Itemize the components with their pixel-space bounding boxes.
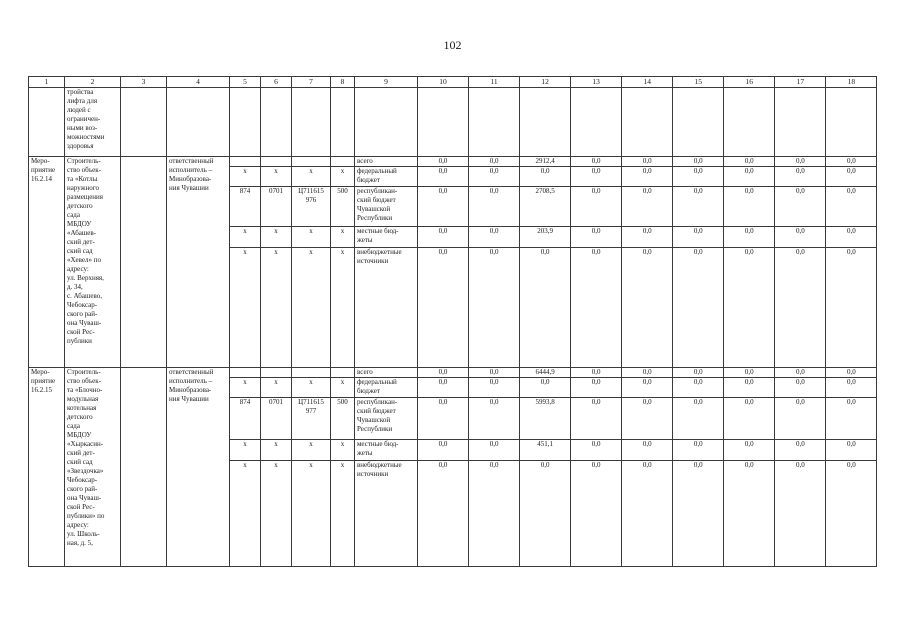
amount-cell: 0,0 xyxy=(775,398,826,440)
amount-cell: 0,0 xyxy=(826,461,877,567)
target-article-code: x xyxy=(292,461,331,567)
section-code: 0701 xyxy=(261,398,292,440)
amount-cell: 0,0 xyxy=(775,440,826,461)
amount-cell: 0,0 xyxy=(571,227,622,248)
amount-cell: 0,0 xyxy=(622,167,673,187)
amount-cell: 0,0 xyxy=(826,368,877,378)
responsible-executor: ответственный исполнитель – Минобразова- ния Чувашии xyxy=(167,368,230,567)
column-number-16: 16 xyxy=(724,77,775,88)
amount-cell: 0,0 xyxy=(724,227,775,248)
amount-cell: 0,0 xyxy=(775,368,826,378)
amount-cell: 0,0 xyxy=(469,227,520,248)
amount-cell: 0,0 xyxy=(622,378,673,398)
grbs-code: x xyxy=(230,248,261,368)
section-code xyxy=(261,368,292,378)
expense-type-code: 500 xyxy=(331,187,355,227)
amount-cell: 0,0 xyxy=(724,440,775,461)
budget-table xyxy=(28,76,877,567)
amount-cell: 0,0 xyxy=(418,378,469,398)
amount-cell: 0,0 xyxy=(571,248,622,368)
grbs-code xyxy=(230,157,261,167)
amount-cell: 0,0 xyxy=(673,248,724,368)
target-article-code: x xyxy=(292,227,331,248)
funding-source: федеральный бюджет xyxy=(355,167,418,187)
amount-cell: 0,0 xyxy=(622,461,673,567)
amount-cell: 451,1 xyxy=(520,440,571,461)
funding-source: федеральный бюджет xyxy=(355,378,418,398)
amount-cell: 0,0 xyxy=(520,248,571,368)
column-number-11: 11 xyxy=(469,77,520,88)
amount-cell: 0,0 xyxy=(418,461,469,567)
cell-col-13 xyxy=(571,88,622,157)
expense-type-code: x xyxy=(331,248,355,368)
column-number-13: 13 xyxy=(571,77,622,88)
section-code: x xyxy=(261,167,292,187)
grbs-code: x xyxy=(230,227,261,248)
expense-type-code: x xyxy=(331,167,355,187)
amount-cell: 0,0 xyxy=(724,368,775,378)
amount-cell: 0,0 xyxy=(622,440,673,461)
amount-cell: 0,0 xyxy=(571,378,622,398)
section-code: x xyxy=(261,440,292,461)
column-number-2: 2 xyxy=(65,77,121,88)
amount-cell: 0,0 xyxy=(724,157,775,167)
cell-col-1 xyxy=(29,88,65,157)
grbs-code: x xyxy=(230,167,261,187)
amount-cell: 0,0 xyxy=(520,378,571,398)
header-row xyxy=(29,77,877,88)
column-number-14: 14 xyxy=(622,77,673,88)
amount-cell: 0,0 xyxy=(775,248,826,368)
amount-cell: 0,0 xyxy=(673,227,724,248)
column-number-17: 17 xyxy=(775,77,826,88)
event-object-name: Строитель- ство объек- та «Блочно- модульная котельная детского сада МБДОУ «Хыркасин- ский дет- ский сад «Звездочка» Чебоксар- ского рай- она Чуваш- ской Рес- публики» по адресу: ул. Школь- ная, д. 5, xyxy=(65,368,121,567)
cell-col-3 xyxy=(121,88,167,157)
funding-source: всего xyxy=(355,157,418,167)
amount-cell: 0,0 xyxy=(418,227,469,248)
amount-cell: 0,0 xyxy=(622,227,673,248)
amount-cell: 0,0 xyxy=(775,461,826,567)
column-number-4: 4 xyxy=(167,77,230,88)
section-code xyxy=(261,157,292,167)
cell-col-3 xyxy=(121,368,167,567)
amount-cell: 0,0 xyxy=(571,440,622,461)
amount-cell: 2912,4 xyxy=(520,157,571,167)
amount-cell: 0,0 xyxy=(622,368,673,378)
funding-source: местные бюд- жеты xyxy=(355,227,418,248)
column-number-3: 3 xyxy=(121,77,167,88)
column-number-1: 1 xyxy=(29,77,65,88)
amount-cell: 0,0 xyxy=(469,398,520,440)
expense-type-code: 500 xyxy=(331,398,355,440)
amount-cell: 0,0 xyxy=(520,167,571,187)
amount-cell: 0,0 xyxy=(775,227,826,248)
column-number-10: 10 xyxy=(418,77,469,88)
target-article-code: x xyxy=(292,378,331,398)
amount-cell: 0,0 xyxy=(418,368,469,378)
section-code: x xyxy=(261,461,292,567)
expense-type-code: x xyxy=(331,461,355,567)
amount-cell: 0,0 xyxy=(724,167,775,187)
expense-type-code: x xyxy=(331,227,355,248)
cell-col-17 xyxy=(775,88,826,157)
section-code: 0701 xyxy=(261,187,292,227)
amount-cell: 0,0 xyxy=(418,248,469,368)
amount-cell: 0,0 xyxy=(826,440,877,461)
amount-cell: 0,0 xyxy=(469,187,520,227)
amount-cell: 0,0 xyxy=(673,440,724,461)
cell-col-14 xyxy=(622,88,673,157)
amount-cell: 0,0 xyxy=(673,461,724,567)
funding-source: местные бюд- жеты xyxy=(355,440,418,461)
cell-col-15 xyxy=(673,88,724,157)
amount-cell: 0,0 xyxy=(775,187,826,227)
funding-source: республикан- ский бюджет Чувашской Республики xyxy=(355,187,418,227)
amount-cell: 0,0 xyxy=(826,398,877,440)
amount-cell: 0,0 xyxy=(673,157,724,167)
funding-source: внебюджетные источники xyxy=(355,461,418,567)
amount-cell: 0,0 xyxy=(469,167,520,187)
amount-cell: 0,0 xyxy=(775,167,826,187)
funding-source: внебюджетные источники xyxy=(355,248,418,368)
amount-cell: 0,0 xyxy=(724,398,775,440)
funding-source: республикан- ский бюджет Чувашской Республики xyxy=(355,398,418,440)
column-number-8: 8 xyxy=(331,77,355,88)
section-code: x xyxy=(261,227,292,248)
amount-cell: 0,0 xyxy=(826,167,877,187)
event-object-name: Строитель- ство объек- та «Котлы наружного размещения детского сада МБДОУ «Абашев- ский дет- ский сад «Хевел» по адресу: ул. Верхняя, д. 34, с. Абашево, Чебоксар- ского рай- она Чуваш- ской Рес- публики xyxy=(65,157,121,368)
cell-col-8 xyxy=(331,88,355,157)
amount-cell: 5993,8 xyxy=(520,398,571,440)
cell-col-16 xyxy=(724,88,775,157)
page-number: 102 xyxy=(443,38,462,52)
amount-cell: 0,0 xyxy=(673,167,724,187)
amount-cell: 0,0 xyxy=(469,440,520,461)
grbs-code: x xyxy=(230,378,261,398)
cell-col-4 xyxy=(167,88,230,157)
expense-type-code xyxy=(331,157,355,167)
amount-cell: 0,0 xyxy=(622,248,673,368)
amount-cell: 203,9 xyxy=(520,227,571,248)
target-article-code: Ц711615 976 xyxy=(292,187,331,227)
amount-cell: 0,0 xyxy=(724,248,775,368)
grbs-code: x xyxy=(230,461,261,567)
amount-cell: 6444,9 xyxy=(520,368,571,378)
cell-col-3 xyxy=(121,157,167,368)
column-number-9: 9 xyxy=(355,77,418,88)
cell-col-11 xyxy=(469,88,520,157)
amount-cell: 0,0 xyxy=(826,227,877,248)
amount-cell: 0,0 xyxy=(418,157,469,167)
section-code: x xyxy=(261,378,292,398)
amount-cell: 0,0 xyxy=(469,368,520,378)
amount-cell: 0,0 xyxy=(418,398,469,440)
amount-cell: 0,0 xyxy=(571,157,622,167)
amount-cell: 0,0 xyxy=(724,187,775,227)
event-number: Меро- приятие 16.2.14 xyxy=(29,157,65,368)
grbs-code: x xyxy=(230,440,261,461)
amount-cell: 0,0 xyxy=(622,187,673,227)
column-number-6: 6 xyxy=(261,77,292,88)
grbs-code: 874 xyxy=(230,187,261,227)
table-row xyxy=(29,368,877,378)
amount-cell: 0,0 xyxy=(571,461,622,567)
continued-object-name: тройства лифта для людей с ограничен- ными воз- можностями здоровья xyxy=(65,88,121,157)
section-code: x xyxy=(261,248,292,368)
amount-cell: 0,0 xyxy=(724,461,775,567)
column-number-5: 5 xyxy=(230,77,261,88)
continuation-row xyxy=(29,88,877,157)
amount-cell: 0,0 xyxy=(520,461,571,567)
amount-cell: 0,0 xyxy=(469,378,520,398)
amount-cell: 2708,5 xyxy=(520,187,571,227)
amount-cell: 0,0 xyxy=(622,398,673,440)
target-article-code: x xyxy=(292,440,331,461)
amount-cell: 0,0 xyxy=(469,248,520,368)
amount-cell: 0,0 xyxy=(826,378,877,398)
amount-cell: 0,0 xyxy=(775,378,826,398)
amount-cell: 0,0 xyxy=(571,167,622,187)
expense-type-code: x xyxy=(331,440,355,461)
column-number-15: 15 xyxy=(673,77,724,88)
cell-col-9 xyxy=(355,88,418,157)
amount-cell: 0,0 xyxy=(724,378,775,398)
amount-cell: 0,0 xyxy=(673,368,724,378)
cell-col-10 xyxy=(418,88,469,157)
target-article-code xyxy=(292,368,331,378)
amount-cell: 0,0 xyxy=(469,157,520,167)
grbs-code xyxy=(230,368,261,378)
amount-cell: 0,0 xyxy=(571,187,622,227)
cell-col-12 xyxy=(520,88,571,157)
cell-col-7 xyxy=(292,88,331,157)
responsible-executor: ответственный исполнитель – Минобразова- ния Чувашии xyxy=(167,157,230,368)
expense-type-code xyxy=(331,368,355,378)
amount-cell: 0,0 xyxy=(673,378,724,398)
amount-cell: 0,0 xyxy=(673,187,724,227)
cell-col-18 xyxy=(826,88,877,157)
cell-col-6 xyxy=(261,88,292,157)
amount-cell: 0,0 xyxy=(622,157,673,167)
amount-cell: 0,0 xyxy=(673,398,724,440)
amount-cell: 0,0 xyxy=(418,167,469,187)
column-number-12: 12 xyxy=(520,77,571,88)
cell-col-5 xyxy=(230,88,261,157)
amount-cell: 0,0 xyxy=(775,157,826,167)
amount-cell: 0,0 xyxy=(826,248,877,368)
grbs-code: 874 xyxy=(230,398,261,440)
column-number-18: 18 xyxy=(826,77,877,88)
funding-source: всего xyxy=(355,368,418,378)
amount-cell: 0,0 xyxy=(418,440,469,461)
target-article-code: x xyxy=(292,167,331,187)
amount-cell: 0,0 xyxy=(571,368,622,378)
table-row xyxy=(29,157,877,167)
expense-type-code: x xyxy=(331,378,355,398)
target-article-code xyxy=(292,157,331,167)
amount-cell: 0,0 xyxy=(418,187,469,227)
event-number: Меро- приятие 16.2.15 xyxy=(29,368,65,567)
amount-cell: 0,0 xyxy=(571,398,622,440)
amount-cell: 0,0 xyxy=(469,461,520,567)
column-number-7: 7 xyxy=(292,77,331,88)
amount-cell: 0,0 xyxy=(826,157,877,167)
target-article-code: Ц711615 977 xyxy=(292,398,331,440)
amount-cell: 0,0 xyxy=(826,187,877,227)
target-article-code: x xyxy=(292,248,331,368)
